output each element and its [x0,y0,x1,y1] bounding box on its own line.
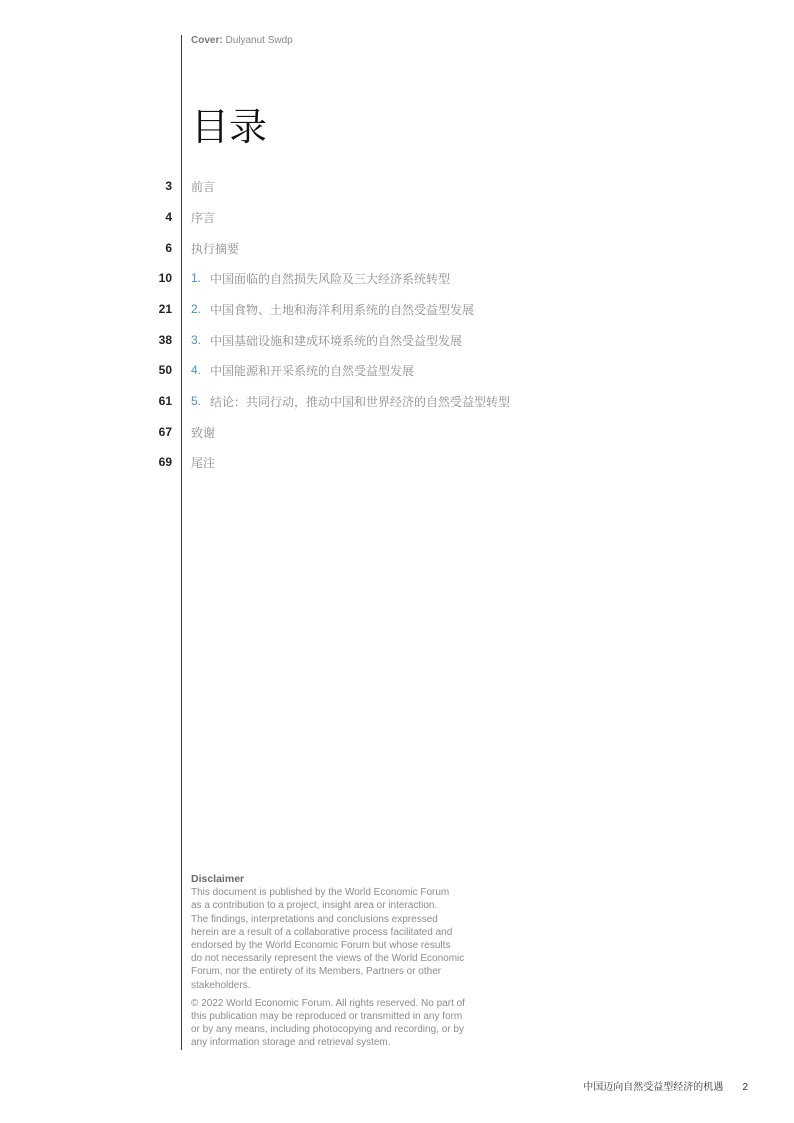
disclaimer-line: as a contribution to a project, insight area or interaction. [191,900,438,912]
toc-entry-chapter-4[interactable] [0,356,794,386]
toc-chapter-number: 2. [191,302,202,316]
toc-entry-title[interactable]: 尾注 [191,456,216,470]
toc-page-number: 21 [158,302,172,316]
disclaimer-line: do not necessarily represent the views of the World Economic [191,953,465,965]
disclaimer-line: herein are a result of a collaborative process facilitated and [191,926,453,938]
disclaimer-line: This document is published by the World Economic Forum [191,887,450,899]
disclaimer-line: The findings, interpretations and conclusions expressed [191,913,438,925]
toc-entry-chapter-3[interactable] [0,326,794,356]
copyright-line: any information storage and retrieval system. [191,1037,391,1049]
toc-page-number: 3 [165,179,172,193]
page-footer [583,1078,748,1093]
footer-document-title: 中国迈向自然受益型经济的机遇 [583,1082,724,1093]
toc-page-number: 67 [158,425,172,439]
toc-chapter-number: 4. [191,363,202,377]
toc-entry-preface[interactable] [0,203,794,233]
cover-credit-name: Dulyanut Swdp [225,35,293,46]
toc-entry-title[interactable]: 执行摘要 [191,242,240,256]
toc-page-number: 61 [158,394,172,408]
disclaimer-line: endorsed by the World Economic Forum but whose results [191,940,451,952]
toc-page-number: 6 [165,241,172,255]
cover-credit [191,35,293,46]
toc-entry-chapter-2[interactable] [0,295,794,325]
toc-page-number: 10 [158,271,172,285]
toc-chapter-number: 3. [191,333,202,347]
toc-entry-executive-summary[interactable] [0,234,794,264]
toc-entry-title[interactable]: 致谢 [191,426,216,440]
toc-chapter-number: 5. [191,394,202,408]
toc-entry-title[interactable]: 结论：共同行动，推动中国和世界经济的自然受益型转型 [210,395,511,409]
toc-page-number: 50 [158,363,172,377]
disclaimer-line: Forum, nor the entirety of its Members, Partners or other [191,966,442,978]
toc-chapter-number: 1. [191,271,202,285]
toc-entry-endnotes[interactable] [0,448,794,478]
toc-entry-title[interactable]: 中国面临的自然损失风险及三大经济系统转型 [210,272,451,286]
copyright-line: © 2022 World Economic Forum. All rights reserved. No part of [191,997,465,1009]
toc-page-number: 4 [165,210,172,224]
cover-label: Cover: [191,35,223,46]
toc-entry-title[interactable]: 中国食物、土地和海洋利用系统的自然受益型发展 [210,303,475,317]
disclaimer-line: stakeholders. [191,979,251,991]
copyright-notice [191,997,471,1050]
toc-entry-chapter-5[interactable] [0,387,794,417]
toc-entry-title[interactable]: 中国基础设施和建成环境系统的自然受益型发展 [210,334,463,348]
disclaimer-body [191,886,471,992]
toc-entry-title[interactable]: 中国能源和开采系统的自然受益型发展 [210,364,415,378]
toc-page-number: 38 [158,333,172,347]
toc-entry-foreword[interactable] [0,172,794,202]
toc-entry-title[interactable]: 序言 [191,211,216,225]
disclaimer-title: Disclaimer [191,873,245,885]
toc-page-number: 69 [158,455,172,469]
copyright-line: or by any means, including photocopying and recording, or by [191,1024,464,1036]
copyright-line: this publication may be reproduced or transmitted in any form [191,1011,463,1023]
toc-entry-acknowledgements[interactable] [0,418,794,448]
toc-entry-chapter-1[interactable] [0,264,794,294]
footer-page-number: 2 [742,1082,748,1093]
page-title: 目录 [191,105,268,150]
toc-entry-title[interactable]: 前言 [191,180,216,194]
disclaimer [191,873,471,1050]
